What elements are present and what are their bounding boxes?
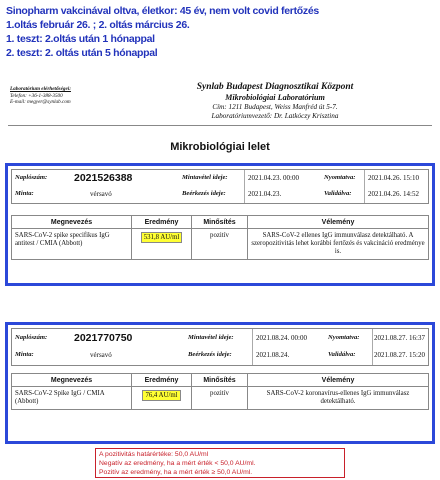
vaccination-notes <box>6 4 436 60</box>
col-eredmeny: Eredmény <box>132 216 192 229</box>
mintavetel-label: Mintavétel ideje: <box>182 174 228 181</box>
note-line: 1.oltás február 26. ; 2. oltás március 26. <box>6 19 190 31</box>
lab-name: Synlab Budapest Diagnosztikai Központ <box>196 82 354 92</box>
beerkezes-value: 2021.08.24. <box>256 351 290 359</box>
col-velemeny: Vélemény <box>248 374 429 387</box>
validalva-value: 2021.04.26. 14:52 <box>368 190 419 198</box>
nyomtatva-label: Nyomtatva: <box>324 174 356 181</box>
report-meta <box>11 328 429 366</box>
rating: pozitív <box>192 387 248 410</box>
lab-address: Cím: 1211 Budapest, Weiss Manfréd út 5-7. <box>212 103 338 111</box>
lab-info <box>118 82 432 121</box>
result-value: 531,8 AU/ml <box>141 232 183 243</box>
col-minosites: Minősítés <box>192 374 248 387</box>
note-line: 2. teszt: 2. oltás után 5 hónappal <box>6 47 158 59</box>
contact-title: Laboratórium elérhetőségei: <box>10 86 71 92</box>
threshold-line: A pozitivitás határértéke: 50,0 AU/ml <box>99 451 209 458</box>
lab-email: E-mail: megyer@synlab.com <box>10 99 71 105</box>
col-velemeny: Vélemény <box>248 216 429 229</box>
nyomtatva-label: Nyomtatva: <box>328 334 360 341</box>
validalva-value: 2021.08.27. 15:20 <box>374 351 425 359</box>
report-1 <box>5 163 435 286</box>
beerkezes-label: Beérkezés ideje: <box>182 190 226 197</box>
minta-label: Minta: <box>15 351 34 358</box>
report-meta <box>11 169 429 204</box>
threshold-line: Negatív az eredmény, ha a mért érték < 50,0 AU/ml. <box>99 460 256 467</box>
naplo-label: Naplószám: <box>15 174 48 181</box>
test-name: SARS-CoV-2 spike specifikus IgG antitest / CMIA (Abbott) <box>12 229 132 260</box>
minta-value: vérsavó <box>90 190 112 198</box>
naplo-label: Naplószám: <box>15 334 48 341</box>
rating: pozitív <box>192 229 248 260</box>
lab-phone: Telefon: +36-1-388-3500 <box>10 92 63 99</box>
table-row <box>12 229 429 260</box>
mintavetel-value: 2021.04.23. 00:00 <box>248 174 299 182</box>
note-line: 1. teszt: 2.oltás után 1 hónappal <box>6 33 155 45</box>
lab-head: Laboratóriumvezető: Dr. Latkóczy Krisztina <box>211 112 339 120</box>
results-table <box>11 373 429 410</box>
test-name: SARS-CoV-2 Spike IgG / CMIA (Abbott) <box>12 387 132 410</box>
naplo-number: 2021526388 <box>74 172 133 184</box>
threshold-box <box>95 448 345 478</box>
lab-header <box>8 82 432 126</box>
beerkezes-value: 2021.04.23. <box>248 190 282 198</box>
lab-contact <box>10 86 110 106</box>
results-table <box>11 215 429 260</box>
nyomtatva-value: 2021.04.26. 15:10 <box>368 174 419 182</box>
result-value: 76,4 AU/ml <box>142 390 180 401</box>
nyomtatva-value: 2021.08.27. 16:37 <box>374 334 425 342</box>
validalva-label: Validálva: <box>324 190 352 197</box>
threshold-line: Pozitív az eredmény, ha a mért érték ≥ 50,0 AU/ml. <box>99 469 253 476</box>
opinion: SARS-CoV-2 koronavírus-ellenes IgG immunválasz detektálható. <box>248 387 429 410</box>
lab-department: Mikrobiológiai Laboratórium <box>225 93 325 102</box>
naplo-number: 2021770750 <box>74 332 133 344</box>
minta-value: vérsavó <box>90 351 112 359</box>
col-eredmeny: Eredmény <box>132 374 192 387</box>
mintavetel-value: 2021.08.24. 00:00 <box>256 334 307 342</box>
col-megnevezes: Megnevezés <box>12 374 132 387</box>
col-minosites: Minősítés <box>192 216 248 229</box>
note-line: Sinopharm vakcinával oltva, életkor: 45 év, nem volt covid fertőzés <box>6 5 319 17</box>
validalva-label: Validálva: <box>328 351 356 358</box>
report-2 <box>5 322 435 444</box>
opinion: SARS-CoV-2 ellenes IgG immunválasz detektálható. A szeropozitivitás lehet korábbi fertőzés és vakcináció eredménye is. <box>248 229 429 260</box>
table-row <box>12 387 429 410</box>
beerkezes-label: Beérkezés ideje: <box>188 351 232 358</box>
document-title: Mikrobiológiai lelet <box>170 141 270 153</box>
mintavetel-label: Mintavétel ideje: <box>188 334 234 341</box>
col-megnevezes: Megnevezés <box>12 216 132 229</box>
minta-label: Minta: <box>15 190 34 197</box>
